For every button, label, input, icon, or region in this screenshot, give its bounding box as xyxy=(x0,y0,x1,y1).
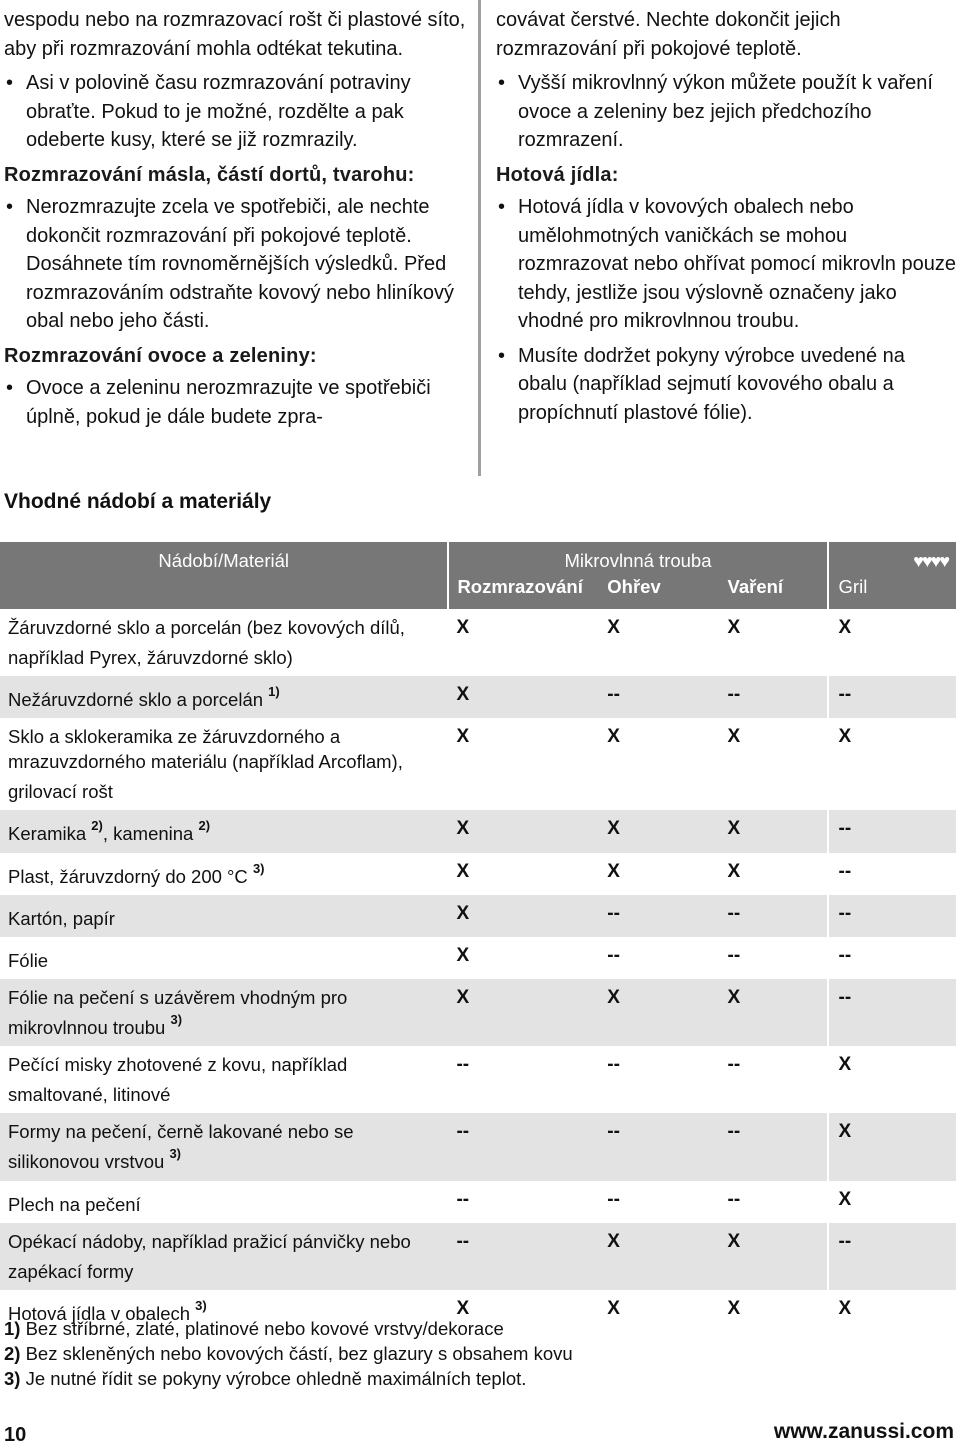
bullet-ready-meals-1: • Hotová jídla v kovových obalech nebo umělohmotných vaničkách se mohou rozmrazovat nebo ohřívat pomocí mikrovln pouze tehdy, jestliže jsou výslovně označeny jako vhodné pro mikrovlnnou troubu. xyxy=(496,193,956,336)
cell-defrost: -- xyxy=(448,1223,599,1290)
cell-heat: -- xyxy=(599,1113,719,1180)
table-header-row xyxy=(0,542,956,574)
materials-table xyxy=(0,542,956,1332)
website-url: www.zanussi.com xyxy=(773,1420,954,1443)
right-column xyxy=(496,6,956,433)
cell-cook: -- xyxy=(720,1113,828,1180)
cell-cook: X xyxy=(727,860,741,882)
hearts-icon: ♥♥♥♥ xyxy=(828,542,956,574)
material-name: Plast, žáruvzdorný do 200 °C $^{3)}$ xyxy=(8,860,265,887)
cell-cook: X xyxy=(727,1297,741,1319)
cell-cook: X xyxy=(720,1223,828,1290)
bullet-fruit: • Ovoce a zeleninu nerozmrazujte ve spotřebiči úplně, pokud je dále budete zpra- xyxy=(4,374,466,431)
right-continued-paragraph: covávat čerstvé. Nechte dokončit jejich rozmrazování při pokojové teplotě. xyxy=(496,9,841,60)
bullet-turn-food: • Asi v polovině času rozmrazování potraviny obraťte. Pokud to je možné, rozdělte a pak odeberte kusy, které se již rozmrazily. xyxy=(4,69,466,155)
cell-defrost: X xyxy=(456,617,470,638)
cell-grill: X xyxy=(828,1113,956,1180)
material-name: Opékací nádoby, například pražicí pánvičky nebo zapékací formy xyxy=(0,1223,448,1290)
cell-cook: -- xyxy=(727,944,741,966)
material-name: Hotová jídla v obalech $^{3)}$ xyxy=(8,1297,207,1325)
cell-cook: X xyxy=(720,979,828,1046)
material-name: Formy na pečení, černě lakované nebo se silikonovou vrstvou $^{3)}$ xyxy=(0,1113,448,1180)
cell-grill: X xyxy=(828,718,956,810)
table-row xyxy=(0,895,956,937)
cell-defrost: X xyxy=(448,895,599,937)
cell-heat: X xyxy=(607,726,620,748)
bullet-ready-meals-2: • Musíte dodržet pokyny výrobce uvedené na obalu (například sejmutí kovového obalu a propíchnutí plastové fólie). xyxy=(496,342,956,428)
table-row xyxy=(0,979,956,1046)
cell-grill: -- xyxy=(828,853,956,895)
heading-fruit: Rozmrazování ovoce a zeleniny: xyxy=(4,344,317,367)
cell-heat: X xyxy=(599,1223,719,1290)
cell-grill: -- xyxy=(828,937,956,979)
footnote: 1) Bez stříbrné, zlaté, platinové nebo kovové vrstvy/dekorace xyxy=(4,1318,504,1339)
table-row xyxy=(0,810,956,852)
cell-heat: X xyxy=(607,860,620,882)
material-name: Sklo a sklokeramika ze žáruvzdorného a mrazuvzdorného materiálu (například Arcoflam), grilovací rošt xyxy=(8,726,403,803)
cell-grill: X xyxy=(828,1181,956,1223)
cell-defrost: -- xyxy=(456,1054,470,1076)
cell-cook: -- xyxy=(720,895,828,937)
section-title: Vhodné nádobí a materiály xyxy=(4,490,272,513)
cell-cook: X xyxy=(727,617,741,638)
cell-defrost: X xyxy=(448,810,599,852)
table-row xyxy=(0,1113,956,1180)
table-row xyxy=(0,853,956,895)
cell-heat: X xyxy=(607,1297,620,1319)
cell-heat: -- xyxy=(607,1054,620,1076)
material-name: Nežáruvzdorné sklo a porcelán $^{1)}$ xyxy=(0,676,448,718)
page-number: 10 xyxy=(4,1424,27,1446)
cell-defrost: -- xyxy=(448,1113,599,1180)
material-name: Fólie xyxy=(8,950,49,972)
column-divider xyxy=(478,0,481,476)
material-name: Žáruvzdorné sklo a porcelán (bez kovových dílů, například Pyrex, žáruvzdorné sklo) xyxy=(8,617,405,669)
cell-grill: X xyxy=(828,1290,956,1332)
cell-grill: X xyxy=(828,609,956,676)
cell-cook: -- xyxy=(727,1188,741,1210)
cell-grill: X xyxy=(828,1046,956,1113)
footnote: 3) Je nutné řídit se pokyny výrobce ohledně maximálních teplot. xyxy=(4,1368,527,1389)
cell-heat: -- xyxy=(599,676,719,718)
header-grill: Gril xyxy=(828,574,956,609)
header-heat: Ohřev xyxy=(599,574,719,609)
header-microwave: Mikrovlnná trouba xyxy=(448,542,827,574)
cell-defrost: X xyxy=(456,1297,470,1319)
cell-defrost: X xyxy=(456,944,470,966)
table-row xyxy=(0,937,956,979)
table-body xyxy=(0,609,956,1332)
table-row xyxy=(0,1181,956,1223)
cell-heat: -- xyxy=(607,1188,620,1210)
cell-heat: X xyxy=(607,617,620,638)
bullet-butter: • Nerozmrazujte zcela ve spotřebiči, ale nechte dokončit rozmrazování při pokojové teplotě. Dosáhnete tím rovnoměrnějších výsledků. Před rozmrazováním odstraňte kovový nebo hliníkový obal nebo jeho části. xyxy=(4,193,466,336)
table-row xyxy=(0,609,956,676)
bullet-microwave-power: • Vyšší mikrovlnný výkon můžete použít k vaření ovoce a zeleniny bez jejich předchozího rozmrazení. xyxy=(496,69,956,155)
left-column xyxy=(4,6,466,437)
table-row xyxy=(0,1223,956,1290)
material-name: Keramika $^{2)}$, kamenina $^{2)}$ xyxy=(0,810,448,852)
cell-cook: X xyxy=(727,726,741,748)
footnote: 2) Bez skleněných nebo kovových částí, bez glazury s obsahem kovu xyxy=(4,1343,573,1364)
table-row xyxy=(0,1046,956,1113)
cell-grill: -- xyxy=(828,979,956,1046)
footnotes xyxy=(4,1316,573,1391)
cell-defrost: X xyxy=(456,726,470,748)
cell-defrost: X xyxy=(456,860,470,882)
cell-grill: -- xyxy=(828,1223,956,1290)
left-continued-paragraph: vespodu nebo na rozmrazovací rošt či plastové síto, aby při rozmrazování mohla odtékat tekutina. xyxy=(4,9,466,60)
heading-ready-meals: Hotová jídla: xyxy=(496,163,619,186)
header-defrost: Rozmrazování xyxy=(448,574,599,609)
cell-heat: -- xyxy=(599,895,719,937)
cell-cook: -- xyxy=(720,676,828,718)
cell-heat: -- xyxy=(607,944,620,966)
material-name: Fólie na pečení s uzávěrem vhodným pro mikrovlnnou troubu $^{3)}$ xyxy=(0,979,448,1046)
material-name: Plech na pečení xyxy=(8,1193,141,1215)
cell-defrost: X xyxy=(448,979,599,1046)
cell-defrost: X xyxy=(448,676,599,718)
table-row xyxy=(0,676,956,718)
header-material: Nádobí/Materiál xyxy=(0,542,448,609)
heading-butter: Rozmrazování másla, částí dortů, tvarohu: xyxy=(4,163,415,186)
table-row xyxy=(0,718,956,810)
cell-grill: -- xyxy=(828,810,956,852)
cell-heat: X xyxy=(599,979,719,1046)
cell-cook: -- xyxy=(727,1054,741,1076)
material-name: Kartón, papír xyxy=(0,895,448,937)
cell-heat: X xyxy=(599,810,719,852)
material-name: Pečící misky zhotovené z kovu, například smaltované, litinové xyxy=(8,1054,348,1106)
cell-cook: X xyxy=(720,810,828,852)
cell-defrost: -- xyxy=(456,1188,470,1210)
header-cook: Vaření xyxy=(720,574,828,609)
cell-grill: -- xyxy=(828,676,956,718)
cell-grill: -- xyxy=(828,895,956,937)
